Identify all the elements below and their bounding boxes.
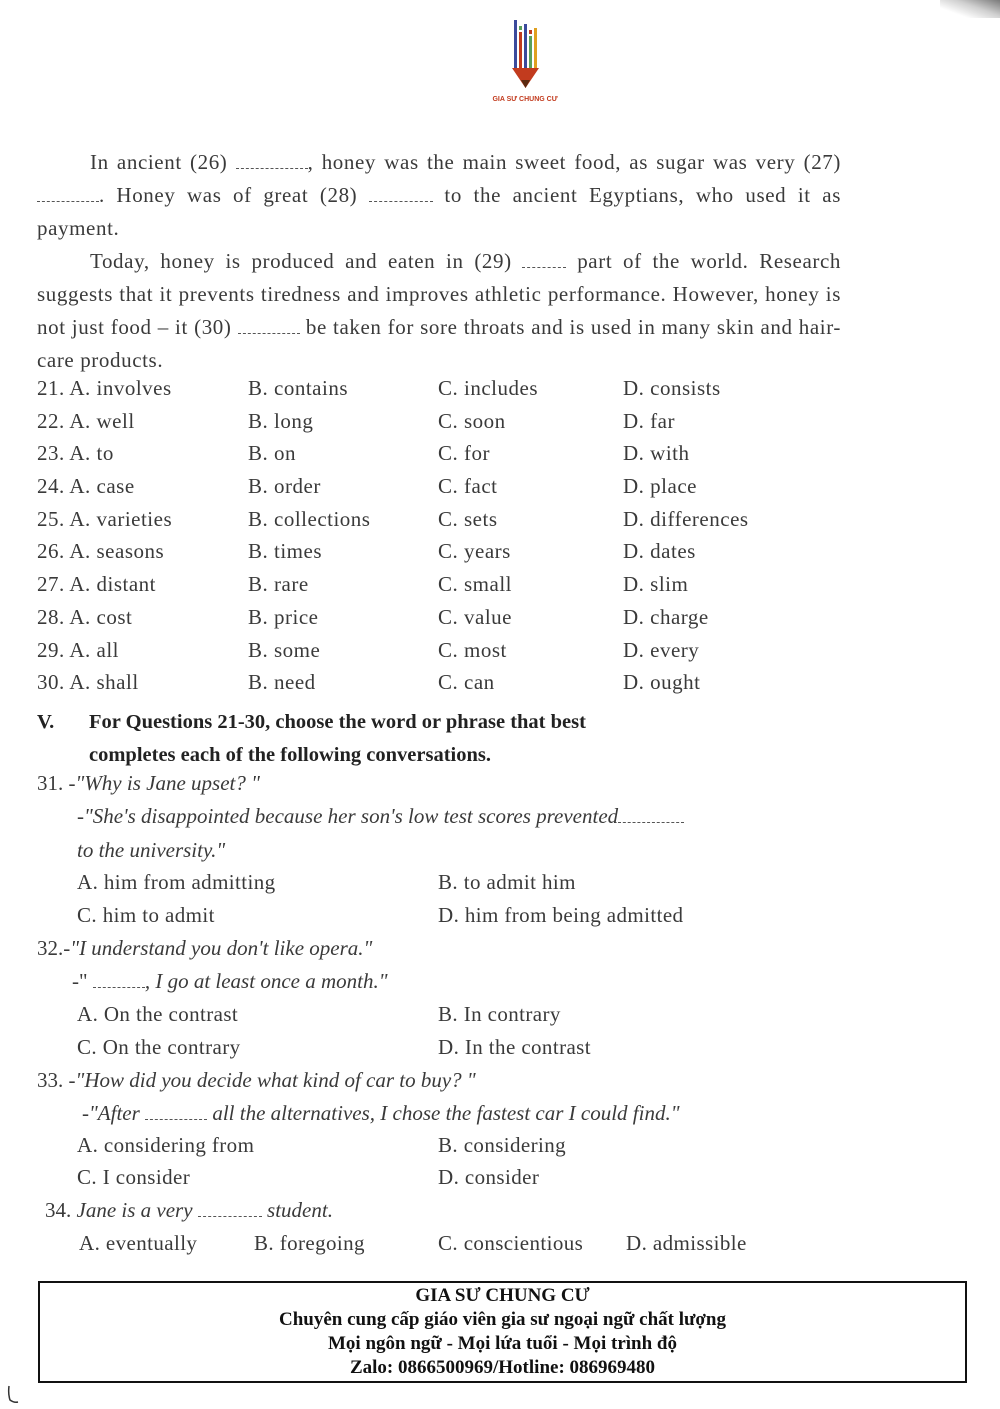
blank-33 (145, 1101, 207, 1120)
scan-corner-mark (6, 1384, 20, 1404)
blank-31 (618, 804, 684, 823)
q34-option-b: B. foregoing (254, 1231, 365, 1255)
options-row-25: 25. A. varieties B. collections C. sets D. differences (37, 506, 749, 531)
options-row-24: 24. A. case B. order C. fact D. place (37, 474, 697, 499)
options-row-26: 26. A. seasons B. times C. years D. dates (37, 539, 696, 564)
q32-option-c: C. On the contrary (77, 1035, 241, 1059)
q33-option-a: A. considering from (77, 1133, 255, 1157)
q34-option-a: A. eventually (79, 1231, 198, 1255)
options-row-27: 27. A. distant B. rare C. small D. slim (37, 572, 689, 597)
options-row-23: 23. A. to B. on C. for D. with (37, 441, 690, 466)
q31-option-d: D. him from being admitted (438, 903, 684, 927)
q31-option-b: B. to admit him (438, 870, 576, 894)
blank-30 (238, 315, 300, 334)
reading-passage (37, 146, 841, 377)
section-number: V. (37, 711, 55, 733)
blank-34 (198, 1198, 262, 1217)
q33-option-b: B. considering (438, 1133, 567, 1157)
section-line-1: For Questions 21-30, choose the word or phrase that best (89, 711, 586, 733)
footer-title: GIA SƯ CHUNG CƯ (415, 1285, 590, 1306)
footer-audience: Mọi ngôn ngữ - Mọi lứa tuổi - Mọi trình độ (328, 1333, 677, 1354)
section-line-2: completes each of the following conversations. (89, 744, 491, 766)
answer-options-21-30 (37, 376, 937, 703)
question-34: 34. Jane is a very student. (45, 1198, 333, 1222)
q34-option-c: C. conscientious (438, 1231, 584, 1255)
q32-option-b: B. In contrary (438, 1002, 561, 1026)
q31-option-a: A. him from admitting (77, 870, 276, 894)
passage-paragraph-2: Today, honey is produced and eaten in (29) part of the world. Research suggests that it prevents tiredness and improves athletic performance. However, honey is not just food – it (30) be taken for sore throats and is used in many skin and hair-care products. (37, 249, 841, 372)
passage-paragraph-1: In ancient (26) , honey was the main sweet food, as sugar was very (27) . Honey was of great (28) to the ancient Egyptians, who used it as payment. (37, 150, 841, 240)
pencil-logo-icon (495, 14, 555, 94)
q33-option-c: C. I consider (77, 1165, 191, 1189)
question-31-response: -"She's disappointed because her son's low test scores prevented (77, 804, 684, 829)
blank-27 (37, 183, 99, 202)
question-31-response-cont: to the university." (77, 838, 226, 862)
q32-option-d: D. In the contrast (438, 1035, 591, 1059)
options-row-29: 29. A. all B. some C. most D. every (37, 637, 700, 662)
logo-text: GIA SƯ CHUNG CƯ (492, 96, 558, 103)
blank-28 (369, 183, 433, 202)
q34-option-d: D. admissible (626, 1231, 747, 1255)
options-row-22: 22. A. well B. long C. soon D. far (37, 408, 675, 433)
scan-edge-shadow (940, 0, 1000, 18)
q32-option-a: A. On the contrast (77, 1002, 239, 1026)
question-32: 32.-"I understand you don't like opera." (37, 936, 373, 960)
question-32-response: -" , I go at least once a month." (72, 969, 388, 993)
q33-option-d: D. consider (438, 1165, 540, 1189)
q31-option-c: C. him to admit (77, 903, 215, 927)
options-row-30: 30. A. shall B. need C. can D. ought (37, 670, 701, 695)
question-33: 33. -"How did you decide what kind of car to buy? " (37, 1068, 476, 1092)
question-31: 31. -"Why is Jane upset? " (37, 771, 260, 795)
blank-32 (93, 969, 145, 988)
logo (480, 14, 570, 112)
footer-contact: Zalo: 0866500969/Hotline: 086969480 (349, 1357, 656, 1378)
footer-box (38, 1281, 967, 1383)
blank-26 (236, 150, 308, 169)
question-33-response: -"After all the alternatives, I chose the fastest car I could find." (82, 1101, 680, 1125)
footer-tagline: Chuyên cung cấp giáo viên gia sư ngoại ngữ chất lượng (279, 1309, 726, 1330)
options-row-28: 28. A. cost B. price C. value D. charge (37, 604, 709, 629)
section-heading (37, 706, 857, 772)
options-row-21: 21. A. involves B. contains C. includes D. consists (37, 376, 721, 400)
blank-29 (522, 249, 566, 268)
